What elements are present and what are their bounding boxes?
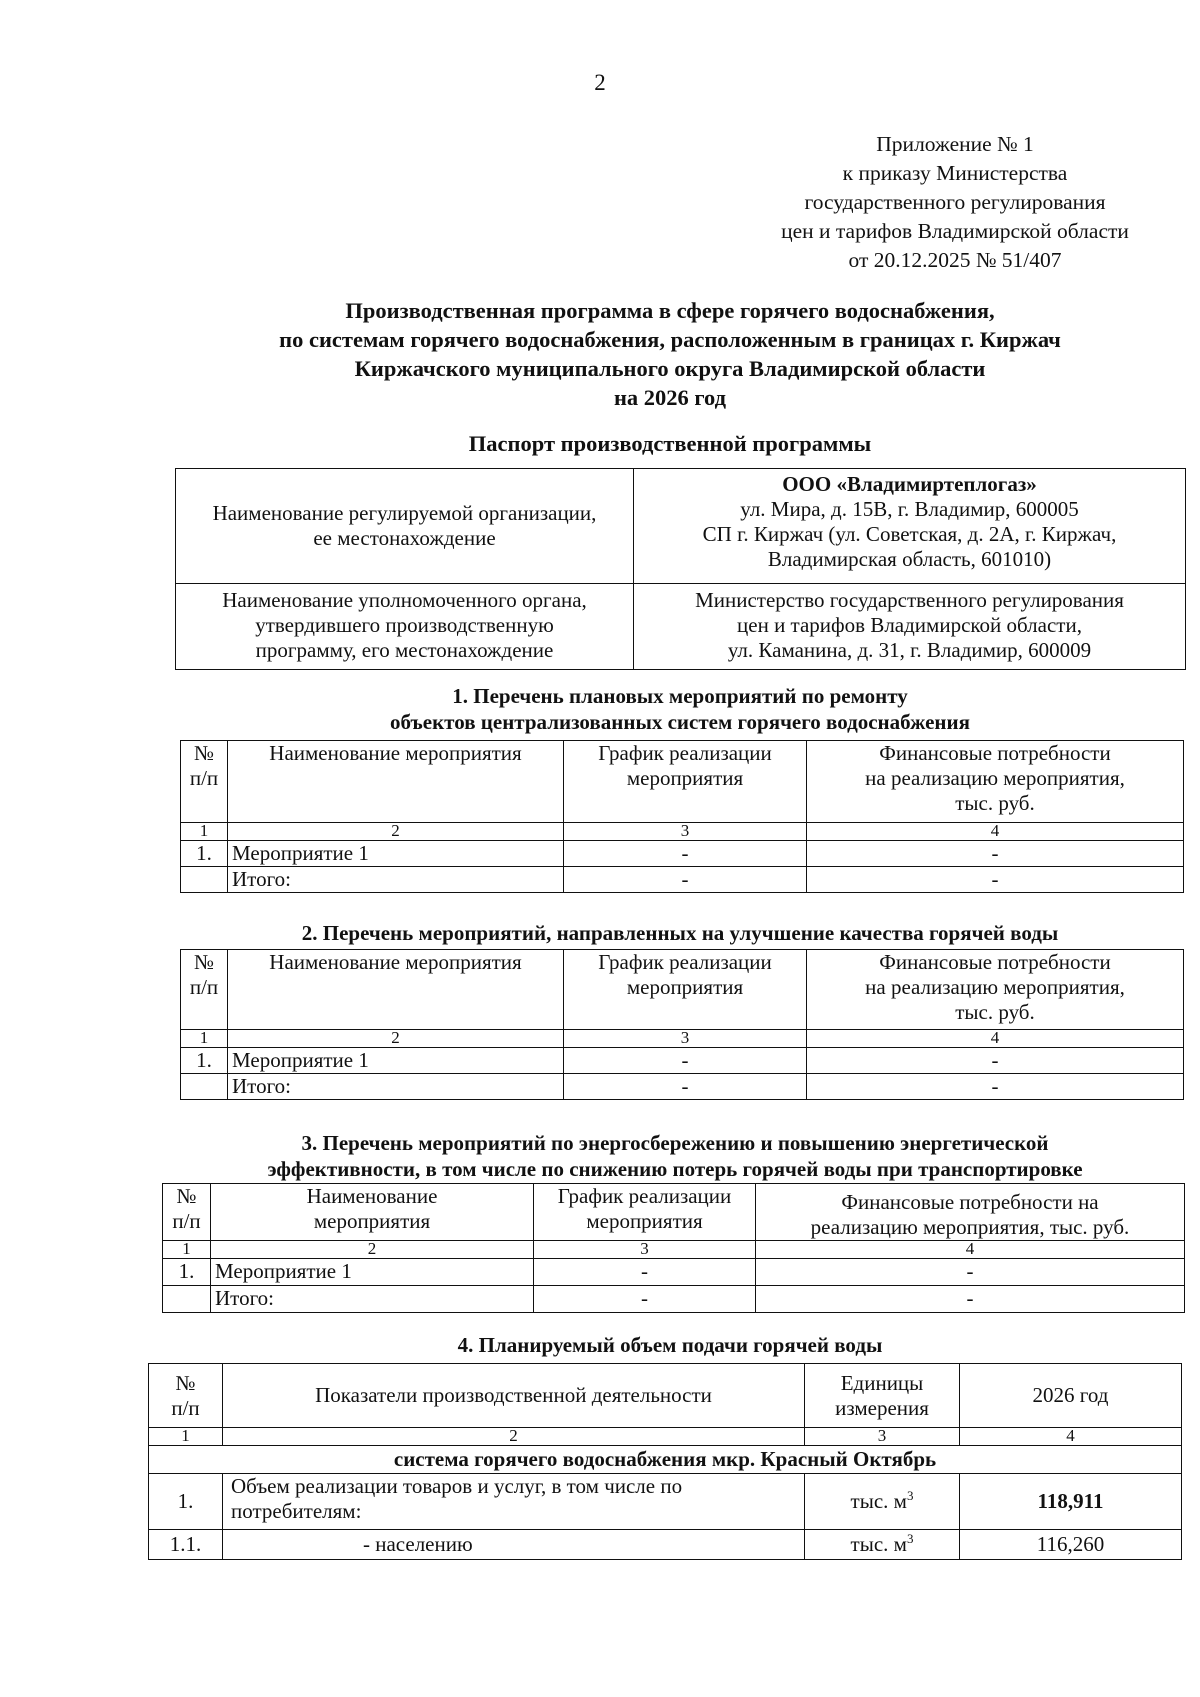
section4-table [148, 1363, 1182, 1560]
appendix-block [730, 130, 1180, 275]
total-label: Итого: [211, 1286, 534, 1313]
cell-line: Наименование регулируемой организации, [212, 501, 597, 525]
appendix-line: Приложение № 1 [876, 132, 1034, 156]
header-name: Наименование мероприятия [211, 1184, 534, 1241]
col-number: 3 [534, 1241, 756, 1259]
col-number: 1 [181, 823, 228, 841]
col-number: 1 [181, 1030, 228, 1048]
row-finance: - [807, 1048, 1184, 1074]
row-num: 1. [181, 1048, 228, 1074]
total-finance: - [807, 1074, 1184, 1100]
row-num: 1. [181, 841, 228, 867]
row-unit: тыс. $м^3$ [805, 1474, 960, 1530]
cell-line: СП г. Киржач (ул. Советская, д. 2А, г. Киржач, [702, 522, 1117, 546]
row-finance: - [756, 1259, 1185, 1286]
title-line: объектов централизованных систем горячего водоснабжения [390, 710, 970, 734]
header-num: № п/п [163, 1184, 211, 1241]
system-label: система горячего водоснабжения мкр. Красный Октябрь [149, 1446, 1182, 1474]
header-finance: Финансовые потребности на реализацию мероприятия, тыс. руб. [807, 741, 1184, 823]
row-schedule: - [564, 841, 807, 867]
title-line: 3. Перечень мероприятий по энергосбережению и повышению энергетической [301, 1131, 1049, 1155]
passport-title: Паспорт производственной программы [468, 431, 872, 456]
appendix-line: цен и тарифов Владимирской области [781, 219, 1129, 243]
passport-org-label [176, 469, 634, 584]
total-label: Итого: [228, 1074, 564, 1100]
document-title [150, 296, 1190, 412]
header-schedule: График реализации мероприятия [564, 741, 807, 823]
cell-line: Наименование уполномоченного органа, [222, 588, 587, 612]
col-number: 3 [564, 823, 807, 841]
total-finance: - [756, 1286, 1185, 1313]
cell-line: программу, его местонахождение [255, 638, 554, 662]
header-unit: Единицы измерения [805, 1364, 960, 1428]
col-number: 4 [756, 1241, 1185, 1259]
row-num [163, 1286, 211, 1313]
cell-line: утвердившего производственную [255, 613, 554, 637]
row-value: 118,911 [960, 1474, 1182, 1530]
col-number: 2 [228, 823, 564, 841]
title-line: по системам горячего водоснабжения, расположенным в границах г. Киржач [279, 327, 1061, 352]
section3-title [160, 1130, 1190, 1182]
col-number: 4 [807, 823, 1184, 841]
row-unit: тыс. $м^3$ [805, 1530, 960, 1560]
col-number: 2 [223, 1428, 805, 1446]
col-number: 1 [163, 1241, 211, 1259]
row-indicator: Объем реализации товаров и услуг, в том числе по потребителям: [223, 1474, 805, 1530]
row-schedule: - [564, 1048, 807, 1074]
col-number: 1 [149, 1428, 223, 1446]
passport-authority-value [634, 584, 1186, 670]
title-line: на 2026 год [613, 385, 727, 410]
org-name: ООО «Владимиртеплогаз» [782, 472, 1037, 496]
cell-line: Министерство государственного регулирования [695, 588, 1124, 612]
total-schedule: - [534, 1286, 756, 1313]
header-schedule: График реализации мероприятия [564, 950, 807, 1030]
passport-authority-label [176, 584, 634, 670]
title-line: эффективности, в том числе по снижению потерь горячей воды при транспортировке [267, 1157, 1083, 1181]
row-finance: - [807, 841, 1184, 867]
passport-org-value [634, 469, 1186, 584]
appendix-line: от 20.12.2025 № 51/407 [848, 248, 1062, 272]
total-schedule: - [564, 867, 807, 893]
section1-title [175, 683, 1185, 735]
section4-title: 4. Планируемый объем подачи горячей воды [457, 1333, 883, 1357]
header-finance: Финансовые потребности на реализацию мероприятия, тыс. руб. [807, 950, 1184, 1030]
header-schedule: График реализации мероприятия [534, 1184, 756, 1241]
cell-line: ул. Каманина, д. 31, г. Владимир, 600009 [727, 638, 1092, 662]
title-line: 1. Перечень плановых мероприятий по ремонту [452, 684, 908, 708]
row-name: Мероприятие 1 [211, 1259, 534, 1286]
row-name: Мероприятие 1 [228, 1048, 564, 1074]
col-number: 2 [211, 1241, 534, 1259]
title-line: Киржачского муниципального округа Владимирской области [354, 356, 986, 381]
header-year: 2026 год [960, 1364, 1182, 1428]
section1-table [180, 740, 1184, 893]
row-num: 1. [149, 1474, 223, 1530]
row-name: Мероприятие 1 [228, 841, 564, 867]
appendix-line: к приказу Министерства [842, 161, 1068, 185]
row-indicator: - населению [223, 1530, 805, 1560]
col-number: 4 [960, 1428, 1182, 1446]
total-finance: - [807, 867, 1184, 893]
title-line: Производственная программа в сфере горячего водоснабжения, [345, 298, 995, 323]
total-schedule: - [564, 1074, 807, 1100]
section2-table [180, 949, 1184, 1100]
section2-title: 2. Перечень мероприятий, направленных на улучшение качества горячей воды [301, 921, 1059, 945]
col-number: 2 [228, 1030, 564, 1048]
cell-line: ее местонахождение [313, 526, 496, 550]
row-schedule: - [534, 1259, 756, 1286]
header-name: Наименование мероприятия [228, 741, 564, 823]
appendix-line: государственного регулирования [804, 190, 1106, 214]
row-num [181, 1074, 228, 1100]
header-indicator: Показатели производственной деятельности [223, 1364, 805, 1428]
header-finance: Финансовые потребности на реализацию мероприятия, тыс. руб. [756, 1184, 1185, 1241]
total-label: Итого: [228, 867, 564, 893]
row-num [181, 867, 228, 893]
header-num: № п/п [149, 1364, 223, 1428]
row-value: 116,260 [960, 1530, 1182, 1560]
cell-line: ул. Мира, д. 15В, г. Владимир, 600005 [740, 497, 1079, 521]
header-name: Наименование мероприятия [228, 950, 564, 1030]
passport-table [175, 468, 1186, 670]
header-num: № п/п [181, 950, 228, 1030]
col-number: 3 [564, 1030, 807, 1048]
header-num: № п/п [181, 741, 228, 823]
row-num: 1.1. [149, 1530, 223, 1560]
page-number: 2 [594, 70, 606, 95]
col-number: 3 [805, 1428, 960, 1446]
section3-table [162, 1183, 1185, 1313]
cell-line: Владимирская область, 601010) [767, 547, 1052, 571]
row-num: 1. [163, 1259, 211, 1286]
cell-line: цен и тарифов Владимирской области, [737, 613, 1082, 637]
col-number: 4 [807, 1030, 1184, 1048]
